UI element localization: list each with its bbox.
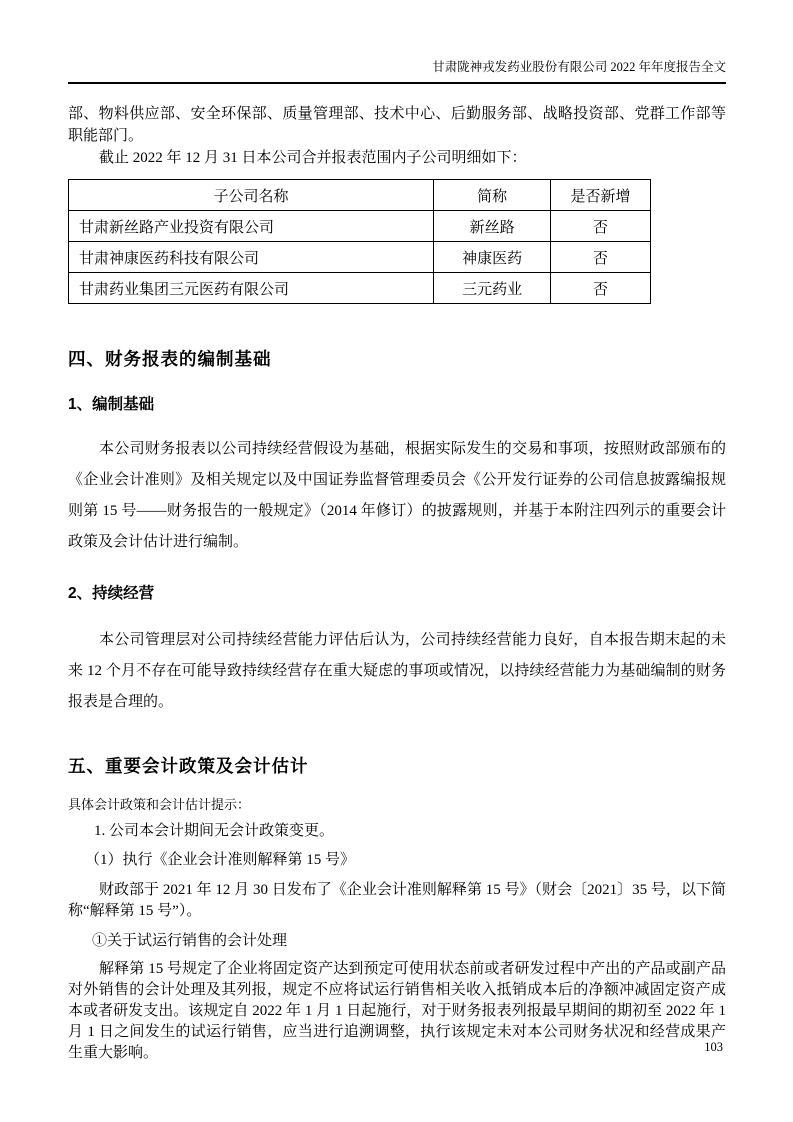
section5-item-circle1-paragraph: 解释第 15 号规定了企业将固定资产达到预定可使用状态前或者研发过程中产出的产品或副产品对外销售的会计处理及其列报，规定不应将试运行销售相关收入抵销成本后的净额冲减固定资产成本或者研发支出。该规定自 2022 年 1 月 1 日起施行，对于财务报表列报最早期间的期初至 2022 年 1 月 1 日之间发生的试运行销售，应当进行追溯调整，执行该规定未对本公司财务状况和经营成果产生重大影响。: [68, 961, 726, 1061]
section4-title: 四、财务报表的编制基础: [68, 349, 272, 369]
section4-sub2-title: 2、持续经营: [68, 585, 155, 602]
table-header-is-new: 是否新增: [551, 180, 651, 211]
report-header-title: 甘肃陇神戎发药业股份有限公司 2022 年年度报告全文: [432, 60, 726, 74]
section5-title: 五、重要会计政策及会计估计: [68, 756, 309, 776]
subsidiary-name-cell: 甘肃药业集团三元医药有限公司: [69, 273, 434, 304]
section5-note: 具体会计政策和会计估计提示：: [68, 797, 251, 812]
subsidiary-is-new-cell: 否: [551, 211, 651, 242]
subsidiary-name-cell: 甘肃神康医药科技有限公司: [69, 242, 434, 273]
page-number: 103: [704, 1040, 723, 1054]
subsidiary-short-name-cell: 新丝路: [434, 211, 551, 242]
subsidiary-name-cell: 甘肃新丝路产业投资有限公司: [69, 211, 434, 242]
section5-item1-1-paragraph: 财政部于 2021 年 12 月 30 日发布了《企业会计准则解释第 15 号》（财会〔2021〕35 号，以下简称“解释第 15 号”）。: [68, 882, 726, 919]
subsidiary-is-new-cell: 否: [551, 273, 651, 304]
table-header-short-name: 简称: [434, 180, 551, 211]
section5-item-circle1: ①关于试运行销售的会计处理: [92, 933, 288, 949]
subsidiary-short-name-cell: 神康医药: [434, 242, 551, 273]
report-header: [68, 0, 726, 84]
section4-sub1-title: 1、编制基础: [68, 396, 155, 413]
section4-sub2-paragraph: 本公司管理层对公司持续经营能力评估后认为，公司持续经营能力良好，自本报告期末起的未来 12 个月不存在可能导致持续经营存在重大疑虑的事项或情况，以持续经营能力为基础编制的财务报表是合理的。: [68, 632, 726, 710]
section4-sub1-paragraph: 本公司财务报表以公司持续经营假设为基础，根据实际发生的交易和事项，按照财政部颁布的《企业会计准则》及相关规定以及中国证券监督管理委员会《公开发行证券的公司信息披露编报规则第 15 号——财务报告的一般规定》（2014 年修订）的披露规则，并基于本附注四列示的重要会计政策及会计估计进行编制。: [68, 441, 726, 550]
table-header-row: [69, 180, 651, 211]
departments-paragraph: 部、物料供应部、安全环保部、质量管理部、技术中心、后勤服务部、战略投资部、党群工作部等职能部门。: [68, 106, 726, 144]
subsidiary-is-new-cell: 否: [551, 242, 651, 273]
section5-item1-1: （1）执行《企业会计准则解释第 15 号》: [85, 852, 356, 868]
subsidiaries-lead-paragraph: 截止 2022 年 12 月 31 日本公司合并报表范围内子公司明细如下：: [99, 150, 527, 166]
table-header-subsidiary-name: 子公司名称: [69, 180, 434, 211]
table-row: [69, 242, 651, 273]
subsidiaries-table: [68, 179, 651, 304]
page-content: [68, 0, 726, 1064]
table-row: [69, 273, 651, 304]
table-row: [69, 211, 651, 242]
subsidiary-short-name-cell: 三元药业: [434, 273, 551, 304]
section5-item1: 1. 公司本会计期间无会计政策变更。: [94, 823, 335, 839]
